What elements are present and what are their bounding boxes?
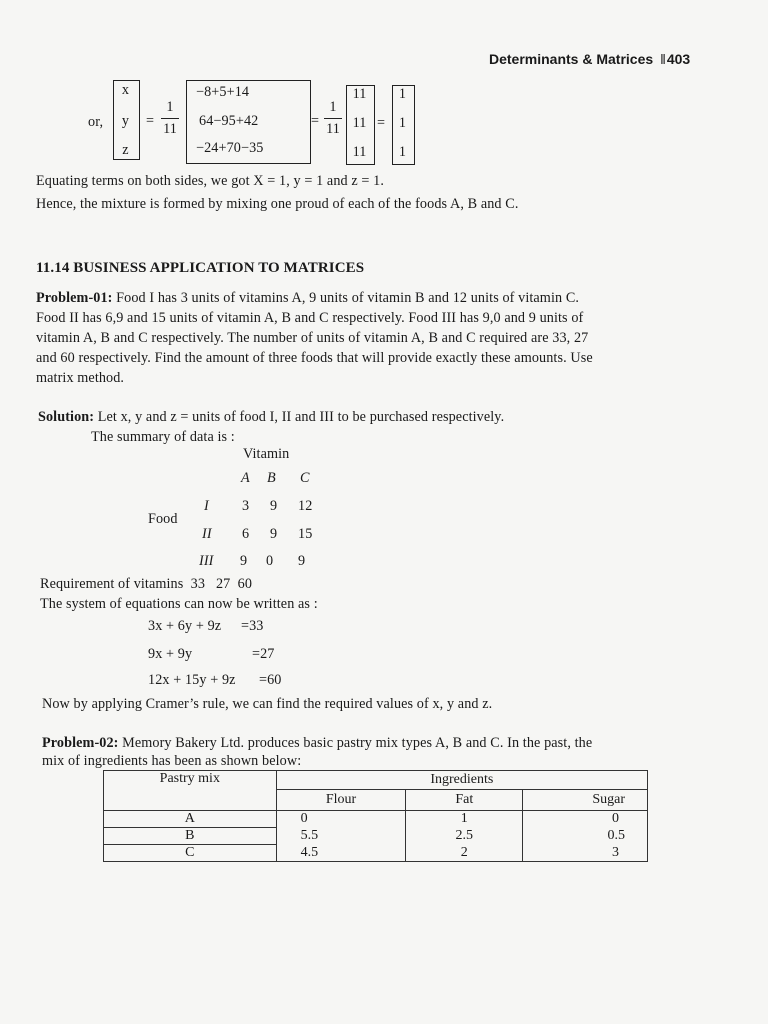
food-row-i-b: 9 [270, 498, 278, 514]
vector-eleven-3: 11 [352, 144, 367, 160]
fraction-2-numerator: 1 [329, 99, 337, 115]
vector-one-2: 1 [398, 115, 407, 131]
equals-sign-3: = [377, 115, 386, 131]
cramer-line: Now by applying Cramer’s rule, we can find the required values of x, y and z. [42, 696, 493, 712]
problem-2-line-1 [42, 735, 592, 752]
table-row [104, 811, 648, 828]
pastry-mix-table [103, 770, 648, 862]
food-row-iii-a: 9 [240, 553, 248, 569]
matrix-row-1: −8+5+14 [196, 84, 250, 100]
table-header-row [104, 771, 648, 790]
food-row-iii-c: 9 [298, 553, 306, 569]
equation-1-rhs: =33 [241, 618, 264, 634]
problem-1-line-1 [36, 290, 579, 307]
table-row [104, 845, 648, 862]
food-label: Food [148, 511, 178, 527]
equals-sign-2: = [311, 113, 320, 129]
problem-2-text-1: Memory Bakery Ltd. produces basic pastry mix types A, B and C. In the past, the [122, 735, 593, 751]
food-row-i-a: 3 [242, 498, 250, 514]
equation-2-rhs: =27 [252, 646, 275, 662]
problem-1-line-3: vitamin A, B and C respectively. The number of units of vitamin A, B and C required are 33, 27 [36, 330, 589, 346]
fat-cell: 1 [406, 811, 523, 828]
vector-z: z [122, 142, 129, 158]
conclusion-line-2: Hence, the mixture is formed by mixing one proud of each of the foods A, B and C. [36, 196, 519, 212]
flour-cell: 0 [276, 811, 406, 828]
equation-prefix: or, [88, 114, 104, 130]
summary-intro: The summary of data is : [91, 429, 235, 445]
pastry-mix-header: Pastry mix [104, 771, 277, 811]
requirement-line: Requirement of vitamins 33 27 60 [40, 576, 253, 592]
fraction-1-numerator: 1 [166, 99, 174, 115]
problem-2-label: Problem-02: [42, 735, 119, 751]
sugar-cell: 0.5 [523, 828, 648, 845]
fat-header: Fat [406, 790, 523, 811]
header-title: Determinants & Matrices [489, 51, 654, 67]
equals-sign-1: = [146, 113, 155, 129]
problem-1-label: Problem-01: [36, 290, 113, 306]
column-header-a: A [241, 470, 250, 486]
problem-1-line-2: Food II has 6,9 and 15 units of vitamin A, B and C respectively. Food III has 9,0 and 9 units of [36, 310, 584, 326]
vector-eleven-1: 11 [352, 86, 367, 102]
vector-y: y [121, 113, 130, 129]
equation-3-lhs: 12x + 15y + 9z [148, 672, 236, 688]
fat-cell: 2.5 [455, 828, 474, 843]
food-row-ii-a: 6 [242, 526, 250, 542]
solution-text: Let x, y and z = units of food I, II and III to be purchased respectively. [97, 409, 505, 425]
mix-cell: B [104, 828, 277, 845]
sugar-cell: 0 [523, 811, 648, 828]
sugar-header: Sugar [523, 790, 648, 811]
ingredients-header: Ingredients [276, 771, 647, 790]
vector-x: x [121, 82, 130, 98]
fat-cell: 2 [406, 845, 523, 862]
problem-1-text-1: Food I has 3 units of vitamins A, 9 units of vitamin B and 12 units of vitamin C. [116, 290, 580, 306]
food-row-iii-b: 0 [266, 553, 274, 569]
column-header-c: C [300, 470, 310, 486]
flour-header: Flour [276, 790, 406, 811]
food-row-i-label: I [204, 498, 209, 514]
equation-2-lhs: 9x + 9y [148, 646, 193, 662]
vector-one-3: 1 [398, 144, 407, 160]
food-row-ii-c: 15 [298, 526, 313, 542]
flour-cell: 4.5 [276, 845, 406, 862]
vector-eleven-2: 11 [352, 115, 367, 131]
equation-3-rhs: =60 [259, 672, 282, 688]
mix-cell: C [104, 845, 277, 862]
fraction-1-denominator: 11 [163, 121, 177, 137]
vitamin-label: Vitamin [243, 446, 290, 462]
food-row-ii-b: 9 [270, 526, 278, 542]
fraction-2-bar [324, 118, 342, 119]
column-header-b: B [267, 470, 276, 486]
table-row [104, 828, 648, 845]
matrix-row-3: −24+70−35 [196, 140, 264, 156]
food-row-ii-label: II [202, 526, 212, 542]
section-heading: 11.14 BUSINESS APPLICATION TO MATRICES [36, 260, 365, 276]
problem-2-line-2: mix of ingredients has been as shown below: [42, 753, 302, 769]
vector-one-1: 1 [398, 86, 407, 102]
header-divider: ‖ [660, 51, 666, 67]
problem-1-line-5: matrix method. [36, 370, 125, 386]
problem-1-line-4: and 60 respectively. Find the amount of three foods that will provide exactly these amounts. Use [36, 350, 593, 366]
flour-cell: 5.5 [276, 828, 406, 845]
running-header [489, 51, 690, 67]
page-number: 403 [666, 51, 691, 67]
sugar-cell: 3 [523, 845, 648, 862]
food-row-i-c: 12 [298, 498, 313, 514]
solution-label: Solution: [38, 409, 95, 425]
system-intro: The system of equations can now be written as : [40, 596, 318, 612]
fraction-2-denominator: 11 [326, 121, 340, 137]
matrix-row-2: 64−95+42 [199, 113, 259, 129]
equation-1-lhs: 3x + 6y + 9z [148, 618, 222, 634]
conclusion-line-1: Equating terms on both sides, we got X = 1, y = 1 and z = 1. [36, 173, 384, 189]
solution-line-1 [38, 409, 504, 426]
fraction-1-bar [161, 118, 179, 119]
mix-cell: A [104, 811, 277, 828]
food-row-iii-label: III [199, 553, 214, 569]
